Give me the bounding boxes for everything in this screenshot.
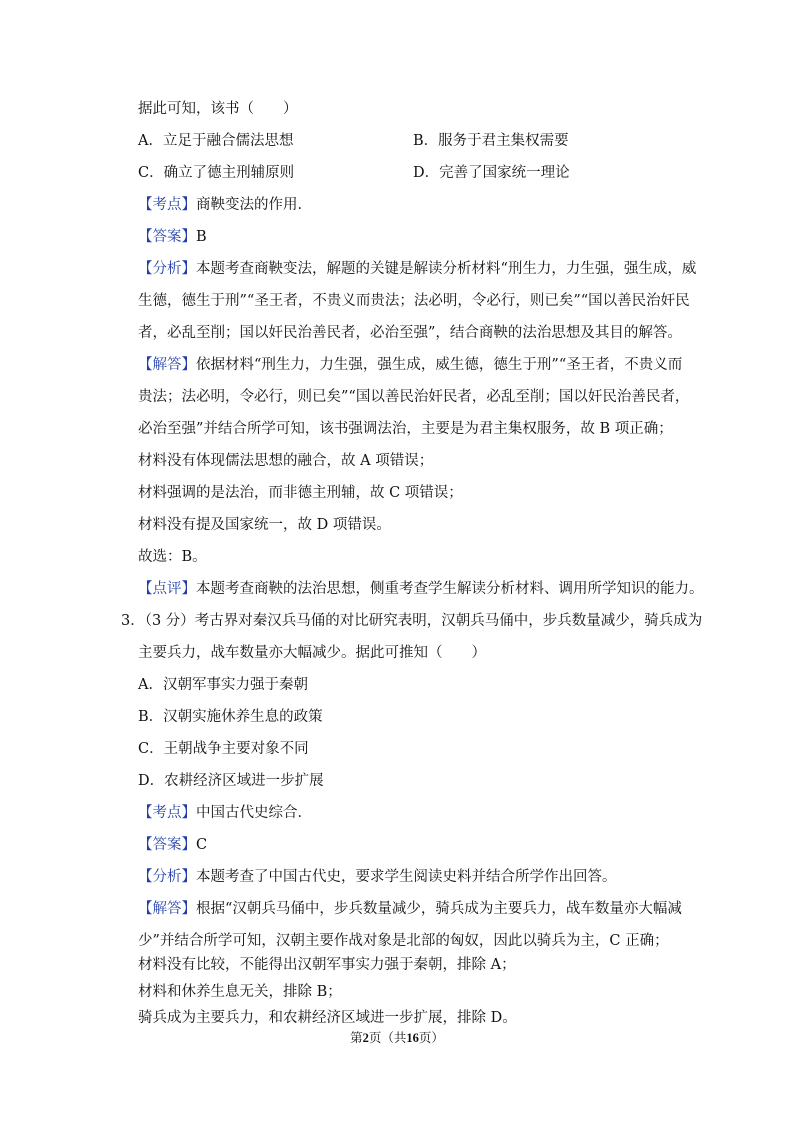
analysis-tag: 【分析】 xyxy=(138,869,196,885)
kaodian-text: 商鞅变法的作用． xyxy=(196,197,312,213)
q2-solution-5: 材料强调的是法治，而非德主刑辅，故 C 项错误； xyxy=(138,485,463,501)
footer-mid: 页（共 xyxy=(368,1030,407,1045)
q2-option-d: D．完善了国家统一理论 xyxy=(413,165,570,181)
q2-analysis-3: 者，必乱至削；国以奸民治善民者，必治至强”，结合商鞅的法治思想及其目的解答。 xyxy=(138,325,682,341)
q3-option-d: D．农耕经济区域进一步扩展 xyxy=(138,773,324,789)
q3-stem-1: 3．（3 分）考古界对秦汉兵马俑的对比研究表明，汉朝兵马俑中，步兵数量减少，骑兵成为 xyxy=(121,613,703,629)
footer-post: 页） xyxy=(418,1030,444,1045)
analysis-text: 本题考查了中国古代史，要求学生阅读史料并结合所学作出回答。 xyxy=(196,869,617,885)
q2-solution-6: 材料没有提及国家统一，故 D 项错误。 xyxy=(138,517,391,533)
q2-analysis-1 xyxy=(138,259,696,279)
q2-analysis-2: 生德，德生于刑”“圣王者，不贵义而贵法；法必明，令必行，则已矣”“国以善民治奸民 xyxy=(138,293,690,309)
q2-option-b: B．服务于君主集权需要 xyxy=(413,133,569,149)
q3-option-c: C．王朝战争主要对象不同 xyxy=(138,741,309,757)
page-footer xyxy=(0,1030,794,1046)
answer-tag: 【答案】 xyxy=(138,837,196,853)
q3-solution-3: 材料没有比较，不能得出汉朝军事实力强于秦朝，排除 A； xyxy=(138,957,516,973)
solution-tag: 【解答】 xyxy=(138,901,196,917)
kaodian-text: 中国古代史综合． xyxy=(196,805,312,821)
q3-analysis xyxy=(138,867,617,887)
answer-text: B xyxy=(196,229,207,245)
q2-stem-tail: 据此可知，该书（ ） xyxy=(138,101,298,117)
q2-solution-1 xyxy=(138,355,682,375)
q2-comment xyxy=(138,579,704,599)
solution-tag: 【解答】 xyxy=(138,357,196,373)
q3-answer xyxy=(138,835,207,855)
analysis-tag: 【分析】 xyxy=(138,261,196,277)
solution-text: 根据“汉朝兵马俑中，步兵数量减少，骑兵成为主要兵力，战车数量亦大幅减 xyxy=(196,901,682,917)
answer-text: C xyxy=(196,837,208,853)
q3-option-b: B．汉朝实施休养生息的政策 xyxy=(138,709,323,725)
kaodian-tag: 【考点】 xyxy=(138,197,196,213)
analysis-text: 本题考查商鞅变法，解题的关键是解读分析材料“刑生力，力生强，强生成，威 xyxy=(196,261,697,277)
footer-pre: 第 xyxy=(350,1030,363,1045)
q3-option-a: A．汉朝军事实力强于秦朝 xyxy=(138,677,308,693)
q2-kaodian xyxy=(138,195,312,215)
q3-kaodian xyxy=(138,803,312,823)
q2-choice: 故选：B。 xyxy=(138,549,207,565)
q2-option-a: A．立足于融合儒法思想 xyxy=(138,133,294,149)
q2-answer xyxy=(138,227,207,247)
q2-solution-3: 必治至强”并结合所学可知，该书强调法治，主要是为君主集权服务，故 B 项正确； xyxy=(138,421,673,437)
q3-solution-2: 少”并结合所学可知，汉朝主要作战对象是北部的匈奴，因此以骑兵为主，C 正确； xyxy=(138,933,669,949)
comment-tag: 【点评】 xyxy=(138,581,196,597)
footer-total-pages: 16 xyxy=(406,1031,419,1045)
q3-solution-4: 材料和休养生息无关，排除 B； xyxy=(138,984,342,1000)
q3-solution-1 xyxy=(138,899,682,919)
q2-solution-2: 贵法；法必明，令必行，则已矣”“国以善民治奸民者，必乱至削；国以奸民治善民者， xyxy=(138,389,690,405)
q3-stem-2: 主要兵力，战车数量亦大幅减少。据此可推知（ ） xyxy=(138,645,486,661)
comment-text: 本题考查商鞅的法治思想，侧重考查学生解读分析材料、调用所学知识的能力。 xyxy=(196,581,704,597)
answer-tag: 【答案】 xyxy=(138,229,196,245)
kaodian-tag: 【考点】 xyxy=(138,805,196,821)
footer-page-number: 2 xyxy=(362,1031,369,1045)
solution-text: 依据材料“刑生力，力生强，强生成，威生德，德生于刑”“圣王者，不贵义而 xyxy=(196,357,683,373)
q3-solution-5: 骑兵成为主要兵力，和农耕经济区域进一步扩展，排除 D。 xyxy=(138,1010,517,1026)
q2-option-c: C．确立了德主刑辅原则 xyxy=(138,165,295,181)
q2-solution-4: 材料没有体现儒法思想的融合，故 A 项错误； xyxy=(138,453,434,469)
